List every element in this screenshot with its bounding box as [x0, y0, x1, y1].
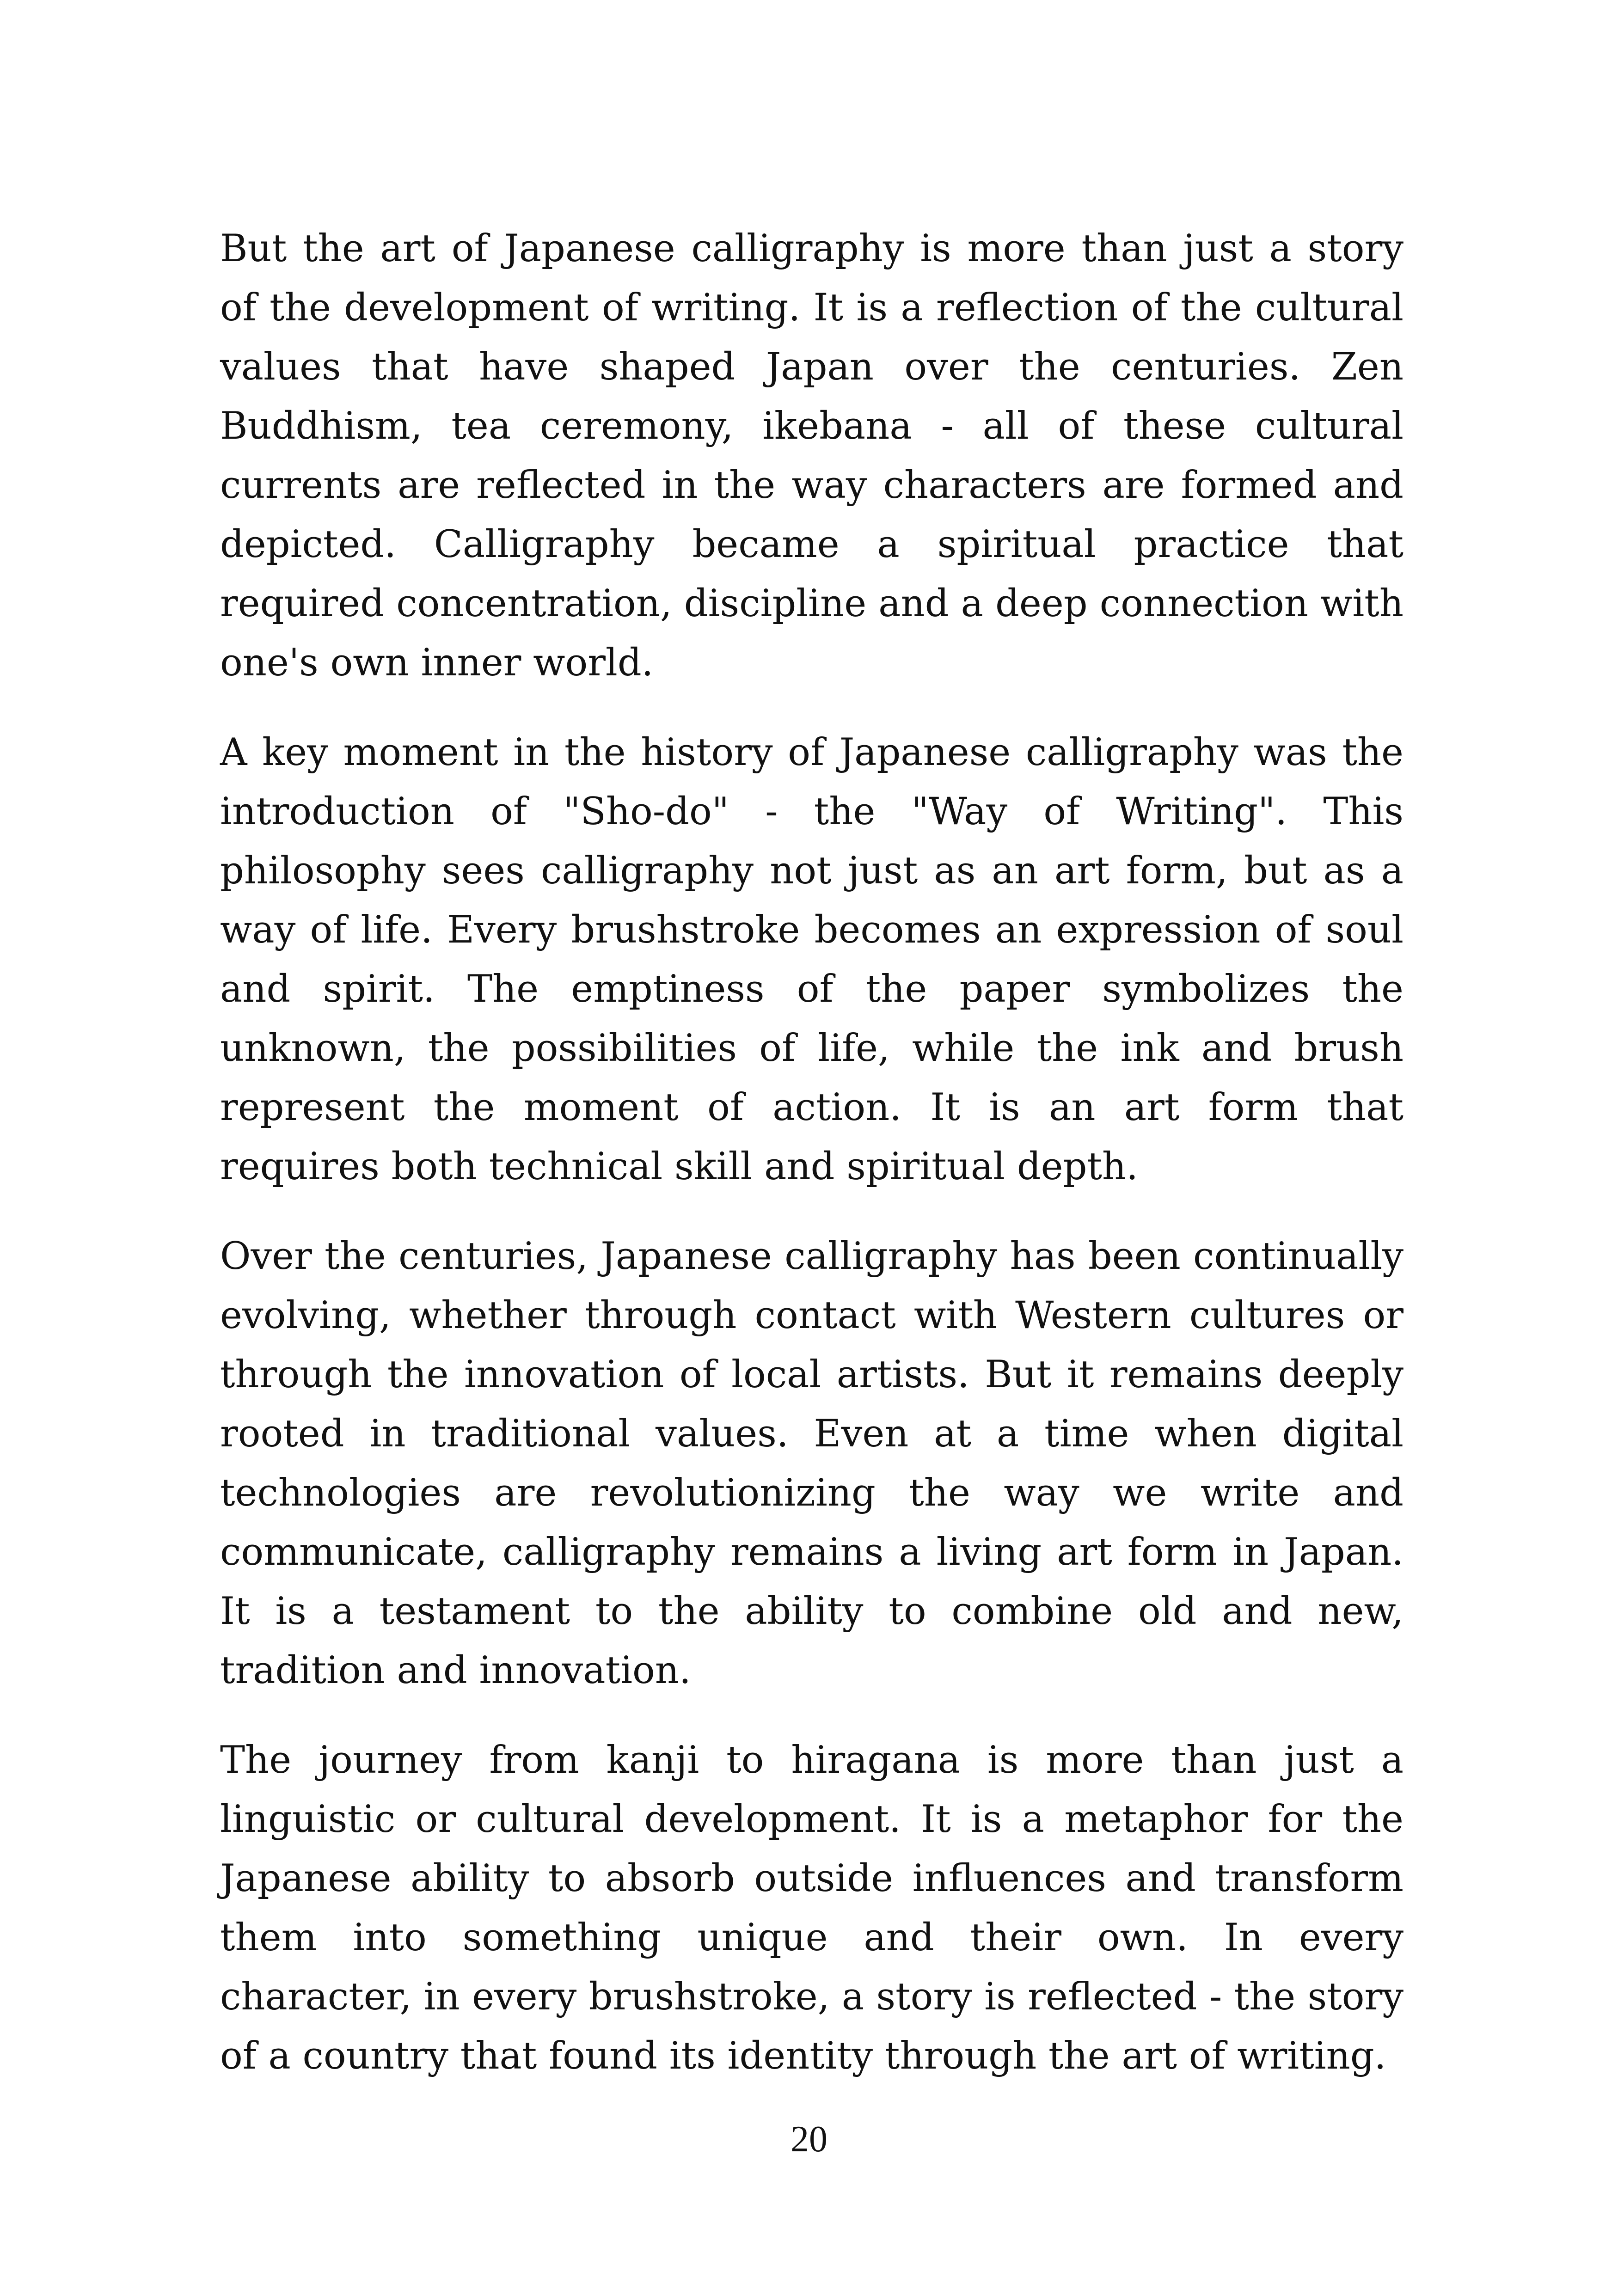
body-text	[220, 219, 1403, 2116]
paragraph-2: A key moment in the history of Japanese calligraphy was the introduction of "Sho-do" - the "Way of Writing". This philosophy sees calligraphy not just as an art form, but as a way of life. Every brushstroke becomes an expression of soul and spirit. The emptiness of the paper symbolizes the unknown, the possibilities of life, while the ink and brush represent the moment of action. It is an art form that requires both technical skill and spiritual depth.	[220, 731, 1403, 1188]
paragraph-3: Over the centuries, Japanese calligraphy has been continually evolving, whether through contact with Western cultures or through the innovation of local artists. But it remains deeply rooted in traditional values. Even at a time when digital technologies are revolutionizing the way we write and communicate, calligraphy remains a living art form in Japan. It is a testament to the ability to combine old and new, tradition and innovation.	[220, 1235, 1403, 1692]
paragraph-1: But the art of Japanese calligraphy is more than just a story of the development of writing. It is a reflection of the cultural values that have shaped Japan over the centuries. Zen Buddhism, tea ceremony, ikebana - all of these cultural currents are reflected in the way characters are formed and depicted. Calligraphy became a spiritual practice that required concentration, discipline and a deep connection with one's own inner world.	[220, 227, 1403, 685]
page-number: 20	[791, 2119, 827, 2160]
paragraph-4: The journey from kanji to hiragana is more than just a linguistic or cultural development. It is a metaphor for the Japanese ability to absorb outside influences and transform them into something unique and their own. In every character, in every brushstroke, a story is reflected - the story of a country that found its identity through the art of writing.	[220, 1739, 1403, 2078]
